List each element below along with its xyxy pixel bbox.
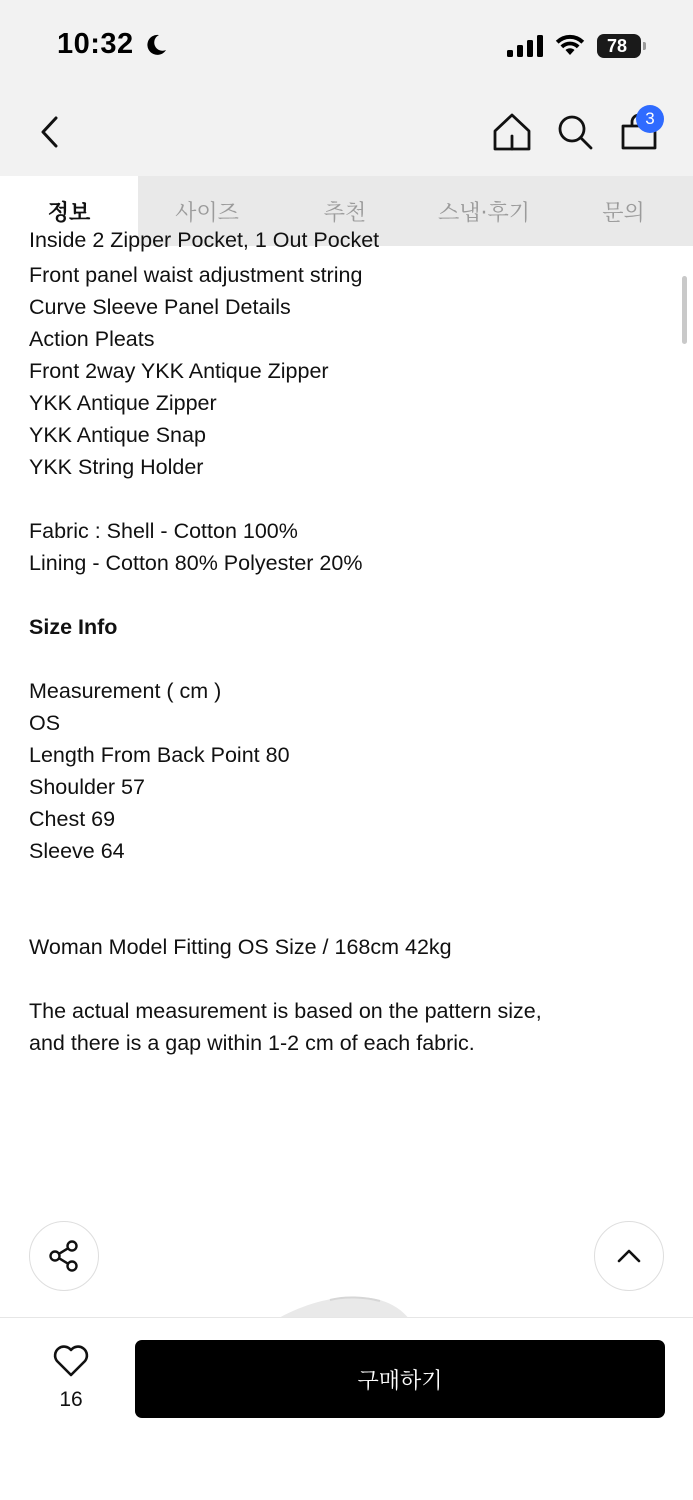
tab-size[interactable]: 사이즈 bbox=[175, 200, 239, 226]
measurement-list bbox=[29, 675, 290, 867]
tab-recommend[interactable]: 추천 bbox=[323, 200, 367, 226]
detail-line: Front panel waist adjustment string bbox=[29, 263, 363, 287]
like-button[interactable] bbox=[40, 1344, 102, 1420]
battery-level: 78 bbox=[606, 36, 628, 56]
measurement-line: Length From Back Point 80 bbox=[29, 743, 290, 767]
detail-line: YKK Antique Zipper bbox=[29, 391, 217, 415]
measurement-line: OS bbox=[29, 711, 61, 735]
note-line: and there is a gap within 1-2 cm of each fabric. bbox=[29, 1031, 475, 1055]
cart-count-badge: 3 bbox=[636, 105, 664, 133]
detail-line: YKK String Holder bbox=[29, 455, 204, 479]
detail-line: Front 2way YKK Antique Zipper bbox=[29, 359, 329, 383]
product-image-preview bbox=[270, 1292, 420, 1320]
battery-cap bbox=[643, 42, 646, 50]
nav-bar bbox=[0, 92, 693, 176]
search-icon[interactable] bbox=[553, 110, 597, 154]
fabric-line: Fabric : Shell - Cotton 100% bbox=[29, 519, 298, 543]
status-bar bbox=[0, 0, 693, 92]
fabric-info bbox=[29, 515, 362, 579]
fabric-line: Lining - Cotton 80% Polyester 20% bbox=[29, 551, 363, 575]
like-count: 16 bbox=[59, 1388, 83, 1411]
tab-info[interactable]: 정보 bbox=[0, 176, 138, 246]
back-icon[interactable] bbox=[30, 110, 74, 154]
measurement-line: Chest 69 bbox=[29, 807, 116, 831]
description-line: Inside 2 Zipper Pocket, 1 Out Pocket bbox=[29, 228, 380, 252]
measurement-note bbox=[29, 995, 542, 1059]
detail-line: Action Pleats bbox=[29, 327, 155, 351]
bottom-action-bar bbox=[0, 1317, 693, 1500]
wifi-icon bbox=[555, 33, 585, 57]
model-fitting-info: Woman Model Fitting OS Size / 168cm 42kg bbox=[29, 935, 452, 959]
tab-snap-review[interactable]: 스냅·후기 bbox=[437, 200, 530, 226]
buy-button[interactable]: 구매하기 bbox=[135, 1340, 665, 1418]
share-icon bbox=[47, 1239, 81, 1273]
detail-line: YKK Antique Snap bbox=[29, 423, 206, 447]
measurement-line: Shoulder 57 bbox=[29, 775, 145, 799]
heart-icon bbox=[52, 1344, 90, 1378]
chevron-up-icon bbox=[614, 1241, 644, 1271]
share-button[interactable] bbox=[29, 1221, 99, 1291]
product-description bbox=[0, 228, 693, 1316]
status-time: 10:32 bbox=[57, 28, 134, 60]
scrollbar[interactable] bbox=[682, 276, 687, 344]
detail-list bbox=[29, 259, 362, 483]
moon-icon bbox=[144, 33, 168, 57]
measurement-line: Measurement ( cm ) bbox=[29, 679, 222, 703]
size-info-heading: Size Info bbox=[29, 615, 118, 639]
home-icon[interactable] bbox=[490, 110, 534, 154]
cellular-signal-icon bbox=[507, 35, 543, 57]
note-line: The actual measurement is based on the pattern size, bbox=[29, 999, 542, 1023]
detail-line: Curve Sleeve Panel Details bbox=[29, 295, 291, 319]
measurement-line: Sleeve 64 bbox=[29, 839, 125, 863]
battery-icon bbox=[597, 34, 647, 58]
tab-inquiry[interactable]: 문의 bbox=[602, 200, 645, 226]
scroll-to-top-button[interactable] bbox=[594, 1221, 664, 1291]
